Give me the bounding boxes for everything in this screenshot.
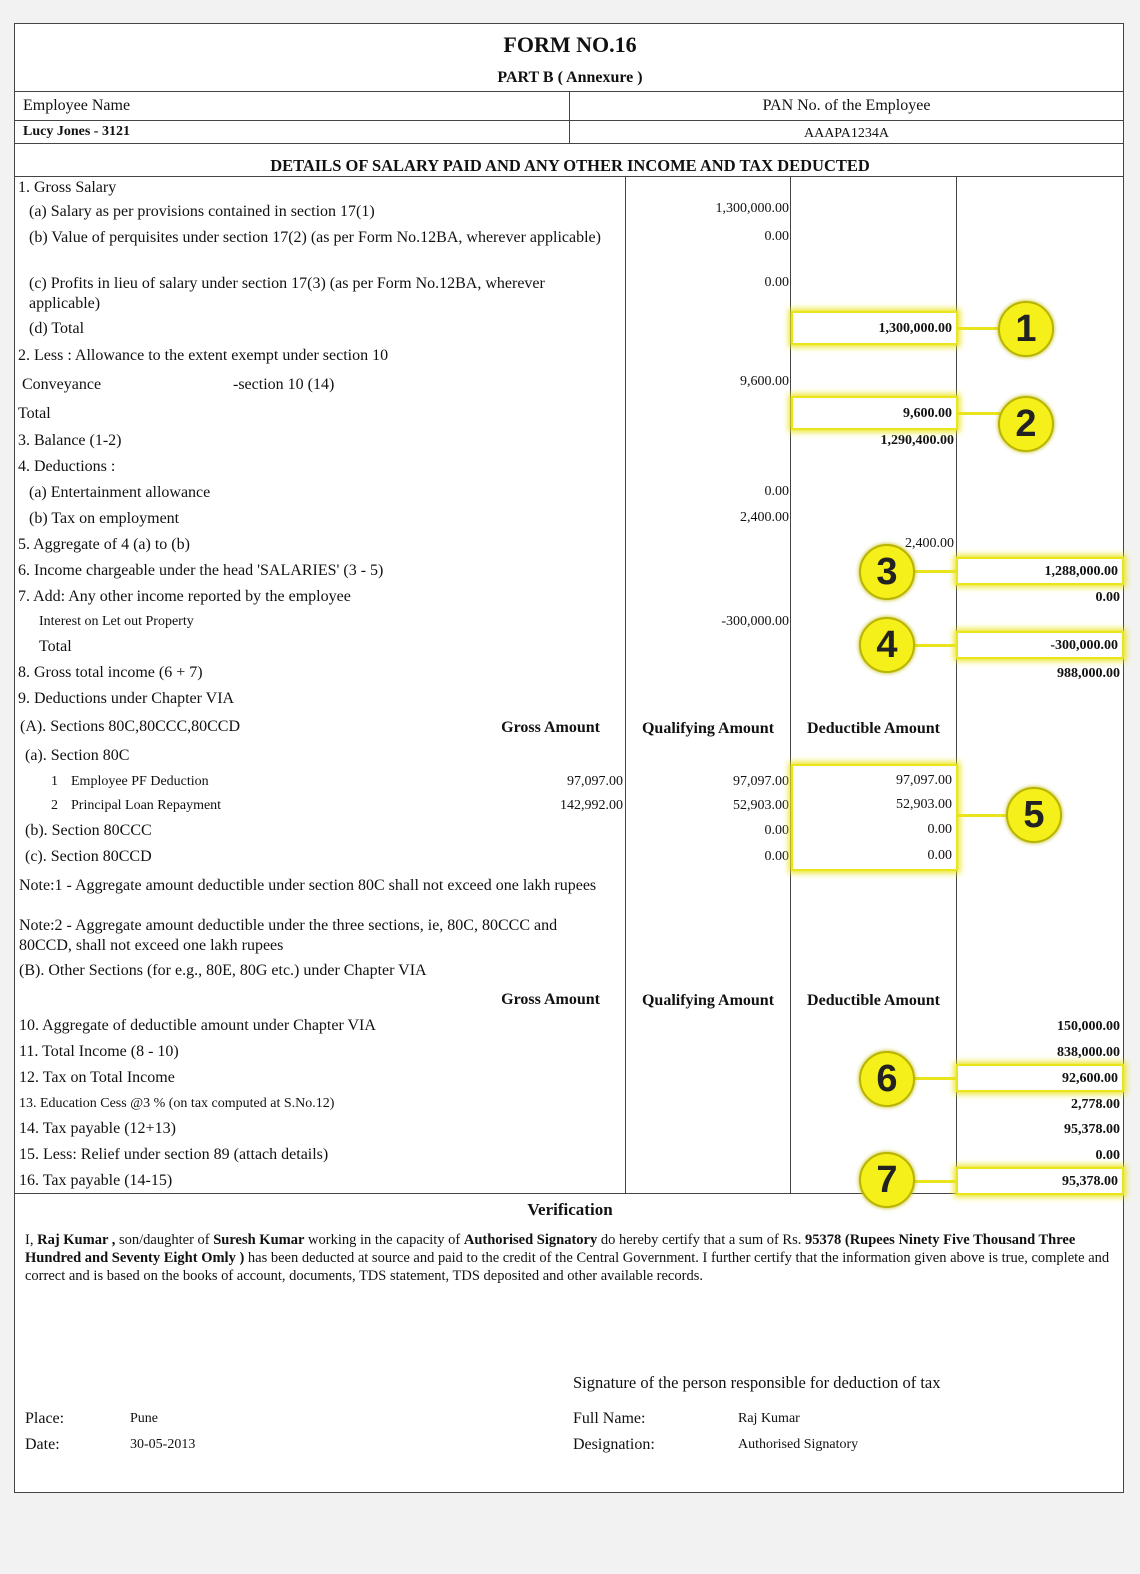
callout-connector — [911, 570, 957, 573]
callout-connector — [911, 1077, 957, 1080]
fullname-value: Raj Kumar — [738, 1411, 800, 1426]
row-label: 10. Aggregate of deductible amount under Chapter VIA — [19, 1017, 376, 1034]
row-label: (B). Other Sections (for e.g., 80E, 80G etc.) under Chapter VIA — [19, 962, 427, 979]
column-header-gross: Gross Amount — [501, 991, 600, 1008]
column-header-qualifying: Qualifying Amount — [641, 992, 775, 1009]
verification-text — [25, 1231, 1115, 1285]
employee-name: Lucy Jones - 3121 — [23, 124, 130, 139]
row-label: (a). Section 80C — [25, 747, 130, 764]
section-title: DETAILS OF SALARY PAID AND ANY OTHER INCOME AND TAX DEDUCTED — [270, 156, 870, 175]
total-value: 988,000.00 — [1057, 666, 1120, 681]
column-header-deductible: Deductible Amount — [807, 992, 940, 1009]
total-value: 1,290,400.00 — [880, 433, 954, 448]
row-label: 4. Deductions : — [18, 458, 116, 475]
verifier-capacity: Authorised Signatory — [463, 1232, 598, 1248]
callout-badge-4: 4 — [859, 617, 915, 673]
row-label: 9. Deductions under Chapter VIA — [18, 690, 235, 707]
row-label: 7. Add: Any other income reported by the employee — [18, 588, 351, 605]
place-label: Place: — [25, 1410, 65, 1427]
form16-document — [14, 23, 1124, 1493]
total-value: 95,378.00 — [1064, 1122, 1120, 1137]
callout-badge-6: 6 — [859, 1051, 915, 1107]
row-label: 2. Less : Allowance to the extent exempt under section 10 — [18, 347, 389, 364]
amount-value: -300,000.00 — [721, 614, 789, 629]
row-label: 5. Aggregate of 4 (a) to (b) — [18, 536, 190, 553]
verification-title: Verification — [527, 1200, 613, 1219]
qualifying-value: 0.00 — [764, 823, 789, 838]
column-divider — [625, 176, 626, 1194]
item-number: 1 — [51, 774, 58, 789]
column-header-deductible: Deductible Amount — [807, 720, 940, 737]
qualifying-value: 0.00 — [764, 849, 789, 864]
row-label: Interest on Let out Property — [39, 614, 194, 629]
row-label: 13. Education Cess @3 % (on tax computed at S.No.12) — [19, 1096, 335, 1111]
total-value: 0.00 — [1095, 590, 1120, 605]
callout-badge-7: 7 — [859, 1152, 915, 1208]
amount-value: 1,300,000.00 — [715, 201, 789, 216]
callout-connector — [911, 1180, 957, 1183]
amount-value: 2,400.00 — [740, 510, 789, 525]
total-value: 2,778.00 — [1071, 1097, 1120, 1112]
total-value: 150,000.00 — [1057, 1019, 1120, 1034]
form-subtitle: PART B ( Annexure ) — [497, 69, 643, 86]
row-label: Total — [39, 638, 72, 655]
divider — [15, 143, 1123, 144]
row-label: (a) Salary as per provisions contained in section 17(1) — [29, 203, 375, 220]
highlighted-value: 92,600.00 — [1062, 1071, 1118, 1086]
row-label: (a) Entertainment allowance — [29, 484, 211, 501]
deductible-value: 97,097.00 — [896, 773, 952, 788]
row-label: (b) Value of perquisites under section 17(2) (as per Form No.12BA, wherever applicable) — [29, 229, 601, 246]
row-label: 15. Less: Relief under section 89 (attach details) — [19, 1146, 329, 1163]
row-label: (A). Sections 80C,80CCC,80CCD — [20, 718, 241, 735]
form-title: FORM NO.16 — [503, 32, 637, 57]
designation-value: Authorised Signatory — [738, 1437, 859, 1452]
section-ref: -section 10 (14) — [233, 376, 335, 393]
deductible-value: 0.00 — [927, 848, 952, 863]
verifier-name: Raj Kumar , — [37, 1232, 116, 1248]
callout-badge-3: 3 — [859, 544, 915, 600]
callout-connector — [911, 644, 957, 647]
row-label: 14. Tax payable (12+13) — [19, 1120, 176, 1137]
date-value: 30-05-2013 — [130, 1437, 196, 1452]
row-label: (b). Section 80CCC — [25, 822, 152, 839]
amount-value: 0.00 — [764, 229, 789, 244]
pan-label: PAN No. of the Employee — [762, 97, 931, 114]
row-label: (d) Total — [29, 320, 85, 337]
row-label: (c). Section 80CCD — [25, 848, 152, 865]
row-label: Principal Loan Repayment — [71, 798, 222, 813]
callout-badge-5: 5 — [1006, 787, 1062, 843]
certified-sum: 95378 (Rupees Ninety Five Thousand Three Hundred and Seventy Eight Omly ) — [25, 1232, 1076, 1266]
employee-pan: AAAPA1234A — [803, 126, 890, 141]
total-value: 0.00 — [1095, 1148, 1120, 1163]
highlight-box-total-salary — [791, 311, 958, 345]
row-label: Conveyance — [22, 376, 102, 393]
highlighted-value: 1,300,000.00 — [878, 321, 952, 336]
highlight-box-salaries-income — [956, 557, 1124, 585]
verification-text-part: do hereby certify that a sum of Rs. — [597, 1232, 805, 1248]
highlight-box-other-income-total — [956, 631, 1124, 659]
date-label: Date: — [25, 1436, 60, 1453]
highlighted-value: -300,000.00 — [1050, 638, 1118, 653]
total-value: 2,400.00 — [905, 536, 954, 551]
signature-heading: Signature of the person responsible for deduction of tax — [573, 1373, 941, 1392]
employee-name-label: Employee Name — [23, 97, 131, 114]
verification-text-part: has been deducted at source and paid to the credit of the Central Government. I further certify that the information given above is true, complete and correct and is based on the books of account, documents, TDS statement, TDS deposited and other available records. — [25, 1250, 1110, 1284]
column-header-gross: Gross Amount — [501, 719, 600, 736]
place-value: Pune — [130, 1411, 158, 1426]
fullname-label: Full Name: — [573, 1410, 646, 1427]
deductible-value: 52,903.00 — [896, 797, 952, 812]
amount-value: 0.00 — [764, 275, 789, 290]
row-label: 1. Gross Salary — [18, 179, 117, 196]
row-label: 16. Tax payable (14-15) — [19, 1172, 173, 1189]
callout-badge-2: 2 — [998, 396, 1054, 452]
callout-connector — [958, 412, 1000, 415]
verifier-father: Suresh Kumar — [213, 1232, 305, 1248]
row-label: 11. Total Income (8 - 10) — [19, 1043, 179, 1060]
verification-text-part: working in the capacity of — [304, 1232, 464, 1248]
row-label: (b) Tax on employment — [29, 510, 180, 527]
row-label: (c) Profits in lieu of salary under section 17(3) (as per Form No.12BA, wherever applicable) — [29, 275, 545, 312]
verification-text-part: son/daughter of — [115, 1232, 214, 1248]
total-value: 838,000.00 — [1057, 1045, 1120, 1060]
highlight-box-tax-payable — [956, 1167, 1124, 1195]
column-header-qualifying: Qualifying Amount — [641, 720, 775, 737]
highlighted-value: 95,378.00 — [1062, 1174, 1118, 1189]
deductible-value: 0.00 — [927, 822, 952, 837]
qualifying-value: 52,903.00 — [733, 798, 789, 813]
amount-value: 9,600.00 — [740, 374, 789, 389]
row-label: 3. Balance (1-2) — [18, 432, 122, 449]
qualifying-value: 97,097.00 — [733, 774, 789, 789]
note-2: Note:2 - Aggregate amount deductible under the three sections, ie, 80C, 80CCC and 80CCD, shall not exceed one lakh rupees — [19, 917, 558, 954]
callout-connector — [958, 327, 1000, 330]
gross-value: 97,097.00 — [567, 774, 623, 789]
highlighted-value: 1,288,000.00 — [1044, 564, 1118, 579]
verification-text-part: I, — [25, 1232, 38, 1248]
highlight-box-80c-deductions — [791, 764, 958, 871]
callout-connector — [958, 814, 1008, 817]
highlight-box-tax-on-income — [956, 1064, 1124, 1092]
item-number: 2 — [51, 798, 58, 813]
row-label: Total — [18, 405, 51, 422]
highlighted-value: 9,600.00 — [903, 406, 952, 421]
note-1: Note:1 - Aggregate amount deductible under section 80C shall not exceed one lakh rupees — [19, 877, 597, 894]
row-label: Employee PF Deduction — [71, 774, 209, 789]
designation-label: Designation: — [573, 1436, 655, 1453]
row-label: 12. Tax on Total Income — [19, 1069, 175, 1086]
gross-value: 142,992.00 — [560, 798, 623, 813]
row-label: 8. Gross total income (6 + 7) — [18, 664, 203, 681]
amount-value: 0.00 — [764, 484, 789, 499]
callout-badge-1: 1 — [998, 301, 1054, 357]
row-label: 6. Income chargeable under the head 'SALARIES' (3 - 5) — [18, 562, 384, 579]
highlight-box-allowance-total — [791, 396, 958, 430]
